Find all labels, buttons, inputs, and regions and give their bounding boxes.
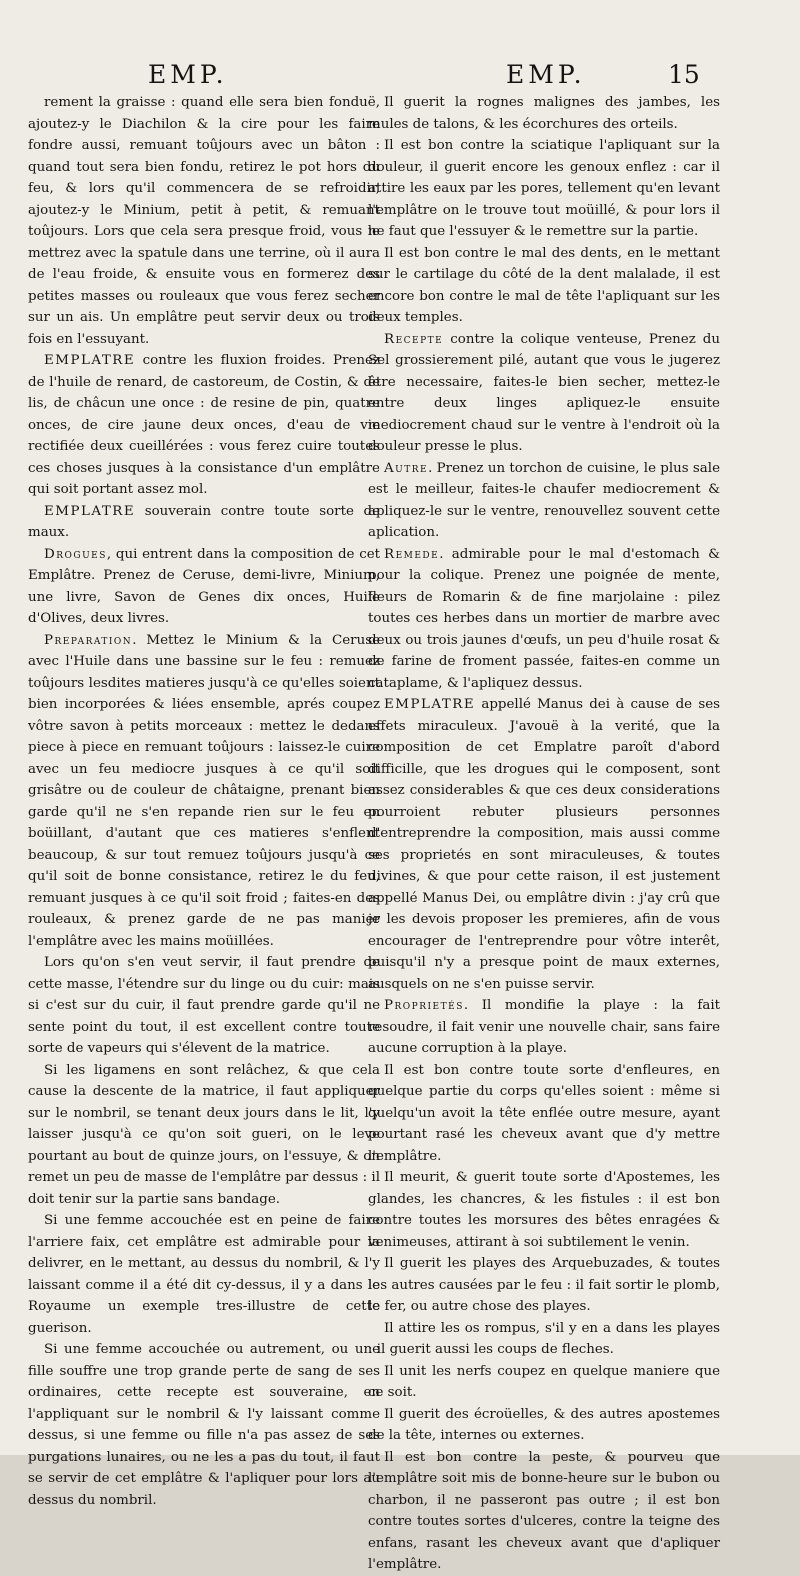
paragraph-text: . Mettez le Minium & la Ceruse avec l'Huile dans une bassine sur le feu : remuez toûjours lesdites matieres jusqu'à ce qu'elles soient bien incorporées & liées ensemble, aprés coupez vôtre savon à petits morceaux : mettez le dedans piece à piece en remuant toûjours : laissez-le cuire avec un feu mediocre jusques à ce qu'il soit grisâtre ou de couleur de châtaigne, prenant bien garde qu'il ne s'en repande rien sur le feu en boüillant, d'autant que ces matieres s'enflent beaucoup, & sur tout remuez toûjours jusqu'à ce qu'il soit de bonne consistance, retirez le du feu, remuant jusques à ce qu'il soit froid ; faites-en des rouleaux, & prenez garde de ne pas manier l'emplâtre avec les mains moüillées. [28,632,380,949]
left-running-title: EMP. [148,60,228,89]
paragraph-lead: Remede [384,546,440,562]
paragraph [368,1361,720,1404]
paragraph [368,544,720,695]
paragraph [368,92,720,135]
paragraph-text: . Prenez un torchon de cuisine, le plus sale est le meilleur, faites-le chaufer mediocrement & apliquez-le sur le ventre, renouvellez souvent cette aplication. [368,460,720,540]
paragraph-lead: Preparation [44,632,133,648]
paragraph-text: Il guerit la rognes malignes des jambes, les mules de talons, & les écorchures des orteils. [368,95,720,132]
paragraph-text: Il unit les nerfs coupez en quelque maniere que ce soit. [368,1363,720,1400]
paragraph-text: Si une femme accouchée est en peine de faire l'arriere faix, cet emplâtre est admirable pour la delivrer, en le mettant, au dessus du nombril, & l'y laissant comme il a été dit cy-dessus, il y a dans le Royaume un exemple tres-illustre de cette guerison. [28,1213,380,1336]
paragraph-lead: Drogues [44,546,107,562]
paragraph-lead: EMPLATRE [384,697,476,712]
paragraph [368,1253,720,1318]
paragraph-text: Lors qu'on s'en veut servir, il faut prendre de cette masse, l'étendre sur du linge ou du cuir: mais si c'est sur du cuir, il faut prendre garde qu'il ne sente point du tout, il est excellent contre toute sorte de vapeurs qui s'élevent de la matrice. [28,955,380,1056]
paragraph [368,995,720,1060]
paragraph [28,952,380,1060]
paragraph-text: , qui entrent dans la composition de cet Emplâtre. Prenez de Ceruse, demi-livre, Minium, une livre, Savon de Genes dix onces, Huile d'Olives, deux livres. [28,546,380,626]
paragraph [368,458,720,544]
paragraph-text: Il est bon contre la peste, & pourveu que l'emplâtre soit mis de bonne-heure sur le bubon ou charbon, il ne passeront pas outre ; il est bon contre toutes sortes d'ulceres, contre la teigne des enfans, rasant les cheveux avant que d'apliquer l'emplâtre. [368,1449,720,1572]
right-column [368,92,720,1576]
paragraph-text: souverain contre toute sorte de maux. [28,503,380,540]
paragraph [28,501,380,544]
page-number: 15 [668,60,700,89]
paragraph-text: Il est bon contre le mal des dents, en le mettant sur le cartilage du côté de la dent malalade, il est encore bon contre le mal de tête l'apliquant sur les deux temples. [368,245,720,325]
paragraph [368,1060,720,1168]
paragraph-text: . admirable pour le mal d'estomach & pour la colique. Prenez une poignée de mente, fleurs de Romarin & de fine marjolaine : pilez toutes ces herbes dans un mortier de marbre avec deux ou trois jaunes d'œufs, un peu d'huile rosat & de farine de froment passée, faites-en comme un cataplame, & l'apliquez dessus. [368,546,720,691]
paragraph-text: Il est bon contre la sciatique l'apliquant sur la douleur, il guerit encore les genoux enflez : car il attire les eaux par les pores, tellement qu'en levant l'emplâtre on le trouve tout moüillé, & pour lors il ne faut que l'essuyer & le remettre sur la partie. [368,138,720,239]
paragraph [368,243,720,329]
paragraph-lead: EMPLATRE [44,353,136,368]
paragraph-text: Si une femme accouchée ou autrement, ou une fille souffre une trop grande perte de sang de ses ordinaires, cette recepte est souveraine, en l'appliquant sur le nombril & l'y laissant comme dessus, si une femme ou fille n'a pas assez de ses purgations lunaires, ou ne les a pas du tout, il faut se servir de cet emplâtre & l'apliquer pour lors au dessus du nombril. [28,1342,380,1508]
paragraph-lead: Autre [384,460,429,476]
paragraph [368,694,720,995]
paragraph-text: . Il mondifie la playe : la fait resoudre, il fait venir une nouvelle chair, sans faire aucune corruption à la playe. [368,998,720,1056]
paragraph [368,1447,720,1576]
paragraph-text: Si les ligamens en sont relâchez, & que cela cause la descente de la matrice, il faut appliquer sur le nombril, se tenant deux jours dans le lit, l'y laisser jusqu'à ce qu'on soit gueri, on le leve pourtant au bout de quinze jours, on l'essuye, & on remet un peu de masse de l'emplâtre par dessus : il doit tenir sur la partie sans bandage. [28,1062,380,1207]
right-running-title: EMP. [506,60,586,89]
paragraph [28,544,380,630]
paragraph [368,1167,720,1253]
paragraph-text: contre les fluxion froides. Prenez de l'huile de renard, de castoreum, de Costin, & de lis, de châcun une once : de resine de pin, quatre onces, de cire jaune deux onces, d'eau de vie rectifiée deux cueillérées : vous ferez cuire toutes ces choses jusques à la consistance d'un emplâtre qui soit portant assez mol. [28,353,380,497]
paragraph [28,1210,380,1339]
paragraph [368,1318,720,1361]
paragraph [28,350,380,501]
paragraph-text: Il meurit, & guerit toute sorte d'Apostemes, les glandes, les chancres, & les fistules : il est bon contre toutes les morsures des bêtes enragées & venimeuses, attirant à soi subtilement le venin. [368,1170,720,1250]
paragraph-text: Il guerit des écroüelles, & des autres apostemes de la tête, internes ou externes. [368,1406,720,1443]
paragraph [368,329,720,458]
paragraph-lead: EMPLATRE [44,503,136,519]
paragraph-text: rement la graisse : quand elle sera bien fonduë, ajoutez-y le Diachilon & la cire pour les faire fondre aussi, remuant toûjours avec un bâton : quand tout sera bien fondu, retirez le pot hors du feu, & lors qu'il commencera de se refroidir, ajoutez-y le Minium, petit à petit, & remuant toûjours. Lors que cela sera presque froid, vous le mettrez avec la spatule dans une terrine, où il aura de l'eau froide, & ensuite vous en formerez des petites masses ou rouleaux que vous ferez secher sur un ais. Un emplâtre peut servir deux ou trois fois en l'essuyant. [28,95,380,347]
paragraph [368,135,720,243]
paragraph-lead: Recepte [384,331,444,347]
paragraph [368,1404,720,1447]
paragraph [28,92,380,350]
paragraph-text: Il est bon contre toute sorte d'enfleures, en quelque partie du corps qu'elles soient : même si quelqu'un avoit la tête enflée outre mesure, ayant pourtant rasé les cheveux avant que d'y mettre l'emplâtre. [368,1062,720,1164]
paragraph [28,630,380,953]
paragraph-text: appellé Manus dei à cause de ses effets miraculeux. J'avouë à la verité, que la composition de cet Emplatre paroît d'abord difficille, que les drogues qui le composent, sont assez considerables & que ces deux considerations pourroient rebuter plusieurs personnes d'entreprendre la composition, mais aussi comme ses proprietés en sont miraculeuses, & toutes divines, & que pour cette raison, il est justement appellé Manus Dei, ou emplâtre divin : j'ay crû que je les devois proposer les premieres, afin de vous encourager de l'entreprendre pour vôtre interêt, puisqu'il n'y a presque point de maux externes, ausquels on ne s'en puisse servir. [368,697,720,992]
paragraph [28,1060,380,1211]
paragraph-lead: Proprietés [384,998,464,1013]
paragraph-text: Il guerit les playes des Arquebuzades, & toutes les autres causées par le feu : il fait sortir le plomb, le fer, ou autre chose des playes. [368,1256,720,1314]
paragraph-text: contre la colique venteuse, Prenez du Sel grossierement pilé, autant que vous le jugerez être necessaire, faites-le bien secher, mettez-le entre deux linges apliquez-le ensuite mediocrement chaud sur le ventre à l'endroit où la douleur presse le plus. [368,331,720,454]
paragraph-text: Il attire les os rompus, s'il y en a dans les playes : il guerit aussi les coups de fleches. [368,1320,720,1357]
paragraph [28,1339,380,1511]
left-column [28,92,380,1511]
